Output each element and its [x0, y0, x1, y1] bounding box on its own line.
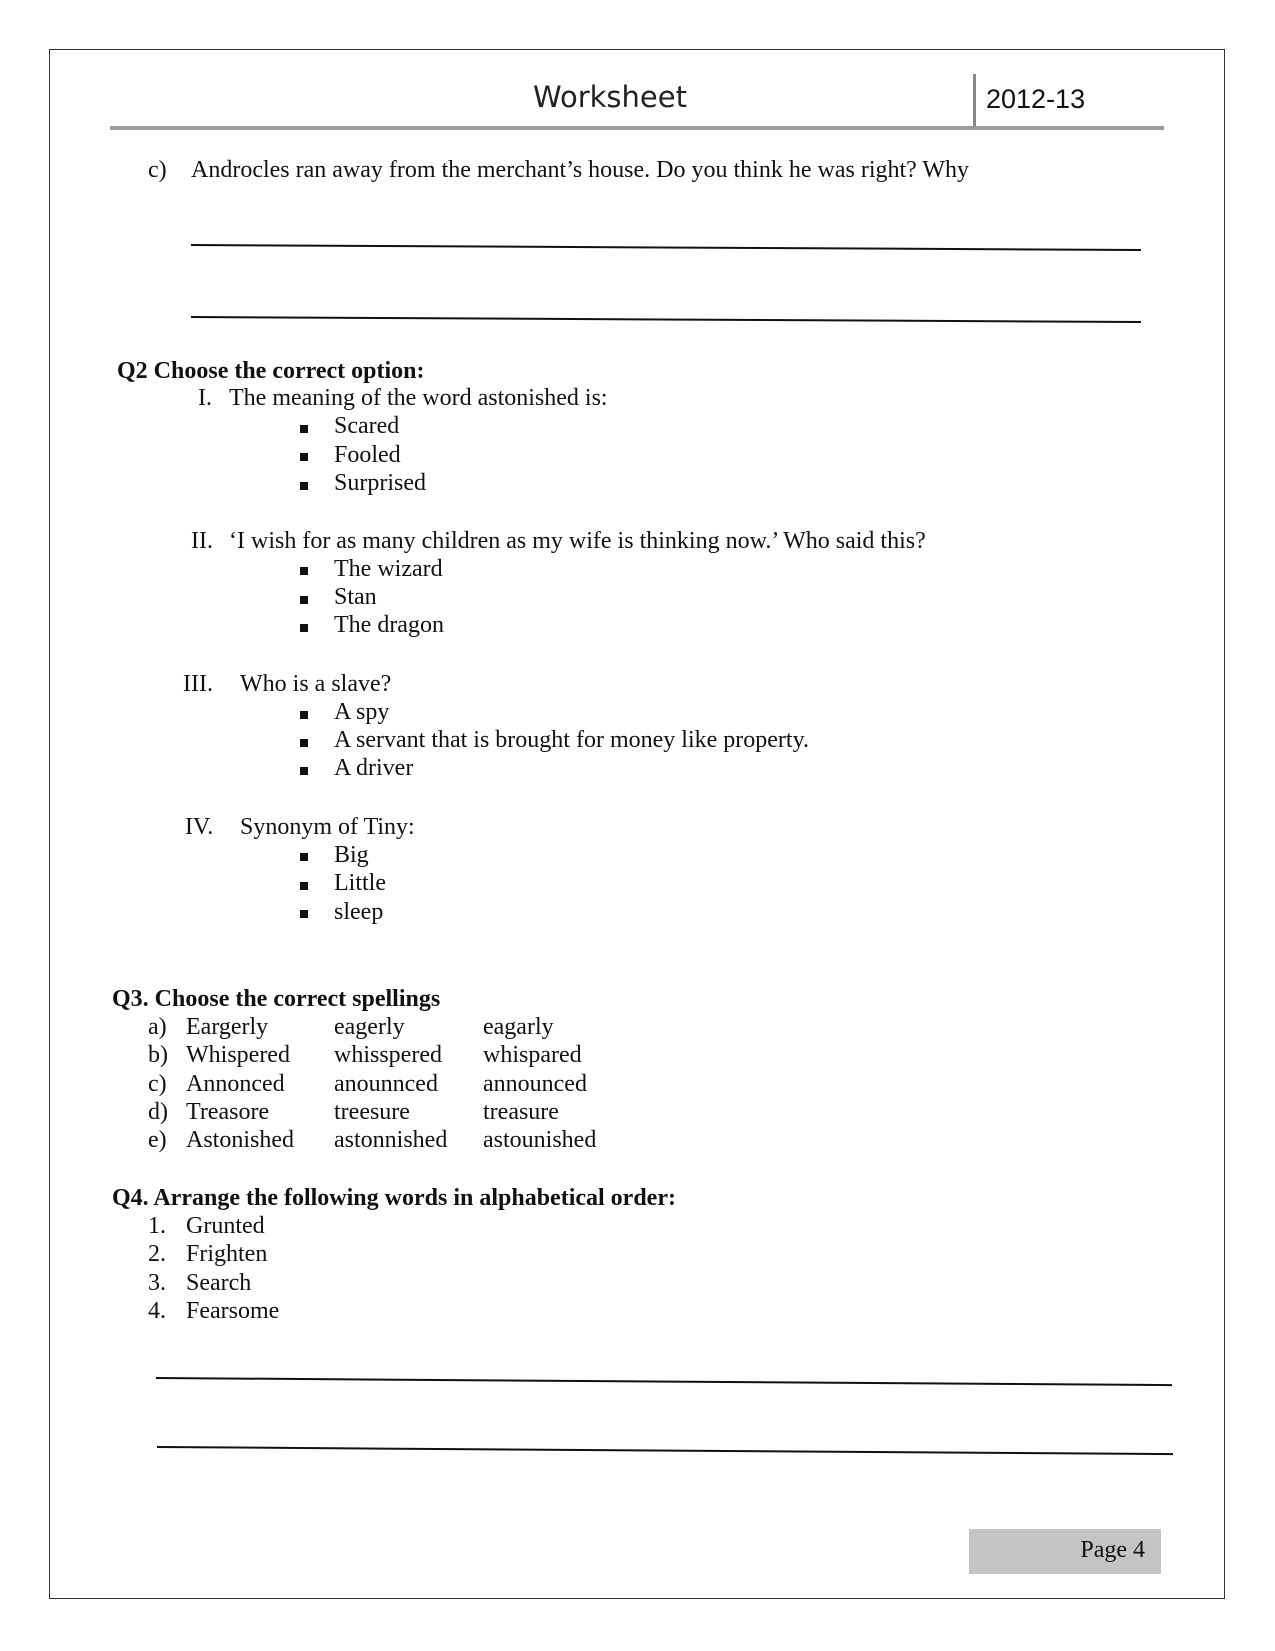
q4-item-word: Frighten: [186, 1241, 268, 1267]
q2-option: sleep: [334, 899, 384, 925]
q3-word: treasure: [483, 1099, 559, 1125]
q3-word: Treasore: [186, 1099, 270, 1125]
q3-word: eagarly: [483, 1014, 554, 1040]
q2-item-question: ‘I wish for as many children as my wife is thinking now.’ Who said this?: [229, 528, 926, 554]
q2-option: Little: [334, 870, 386, 896]
q3-word: anounnced: [334, 1071, 438, 1097]
bullet-icon: [300, 453, 308, 461]
q2-option: The dragon: [334, 612, 444, 638]
q3-row-label: b): [148, 1042, 168, 1068]
q1c-marker: c): [148, 157, 167, 183]
q2-title: Q2 Choose the correct option:: [117, 358, 425, 384]
q3-row-label: a): [148, 1014, 167, 1040]
q4-item-num: 2.: [148, 1241, 166, 1267]
bullet-icon: [300, 882, 308, 890]
bullet-icon: [300, 711, 308, 719]
q3-word: Astonished: [186, 1127, 294, 1153]
q2-option: A spy: [334, 699, 390, 725]
q2-option: A driver: [334, 755, 414, 781]
header-year: 2012-13: [986, 84, 1086, 114]
bullet-icon: [300, 596, 308, 604]
q3-row-label: e): [148, 1127, 167, 1153]
q3-word: whispared: [483, 1042, 582, 1068]
header-separator: [973, 74, 976, 126]
q2-item-num: II.: [191, 528, 213, 554]
q4-title: Q4. Arrange the following words in alphabetical order:: [112, 1185, 676, 1211]
q3-row-label: c): [148, 1071, 167, 1097]
q3-word: announced: [483, 1071, 587, 1097]
bullet-icon: [300, 624, 308, 632]
page-number-badge: [969, 1529, 1161, 1574]
bullet-icon: [300, 482, 308, 490]
q2-item-question: Synonym of Tiny:: [240, 814, 415, 840]
q2-item-question: Who is a slave?: [240, 671, 392, 697]
q3-row-label: d): [148, 1099, 168, 1125]
q2-item-num: I.: [198, 385, 212, 411]
bullet-icon: [300, 910, 308, 918]
q2-option: A servant that is brought for money like property.: [334, 727, 810, 753]
q2-item-num: III.: [183, 671, 213, 697]
q1c-text: Androcles ran away from the merchant’s house. Do you think he was right? Why: [191, 157, 970, 183]
q3-word: astonnished: [334, 1127, 448, 1153]
q4-item-num: 3.: [148, 1270, 166, 1296]
bullet-icon: [300, 853, 308, 861]
q3-word: eagerly: [334, 1014, 405, 1040]
q3-word: Annonced: [186, 1071, 285, 1097]
q4-item-word: Fearsome: [186, 1298, 280, 1324]
q2-option: Scared: [334, 413, 400, 439]
q2-option: Surprised: [334, 470, 426, 496]
bullet-icon: [300, 567, 308, 575]
bullet-icon: [300, 739, 308, 747]
q3-title: Q3. Choose the correct spellings: [112, 986, 441, 1012]
q3-word: Eargerly: [186, 1014, 269, 1040]
q4-item-num: 1.: [148, 1213, 166, 1239]
q4-item-word: Search: [186, 1270, 252, 1296]
q2-option: Big: [334, 842, 369, 868]
bullet-icon: [300, 425, 308, 433]
q3-word: treesure: [334, 1099, 410, 1125]
bullet-icon: [300, 767, 308, 775]
q2-option: Fooled: [334, 442, 401, 468]
header-rule: [110, 126, 1164, 130]
page-border: [49, 49, 1225, 1599]
q4-item-word: Grunted: [186, 1213, 265, 1239]
q2-item-question: The meaning of the word astonished is:: [229, 385, 608, 411]
header-title: Worksheet: [533, 80, 687, 114]
q2-option: The wizard: [334, 556, 443, 582]
page-number: Page 4: [1080, 1537, 1145, 1563]
q2-item-num: IV.: [185, 814, 214, 840]
q3-word: whisspered: [334, 1042, 442, 1068]
q3-word: astounished: [483, 1127, 597, 1153]
q2-option: Stan: [334, 584, 377, 610]
q4-item-num: 4.: [148, 1298, 166, 1324]
q3-word: Whispered: [186, 1042, 290, 1068]
